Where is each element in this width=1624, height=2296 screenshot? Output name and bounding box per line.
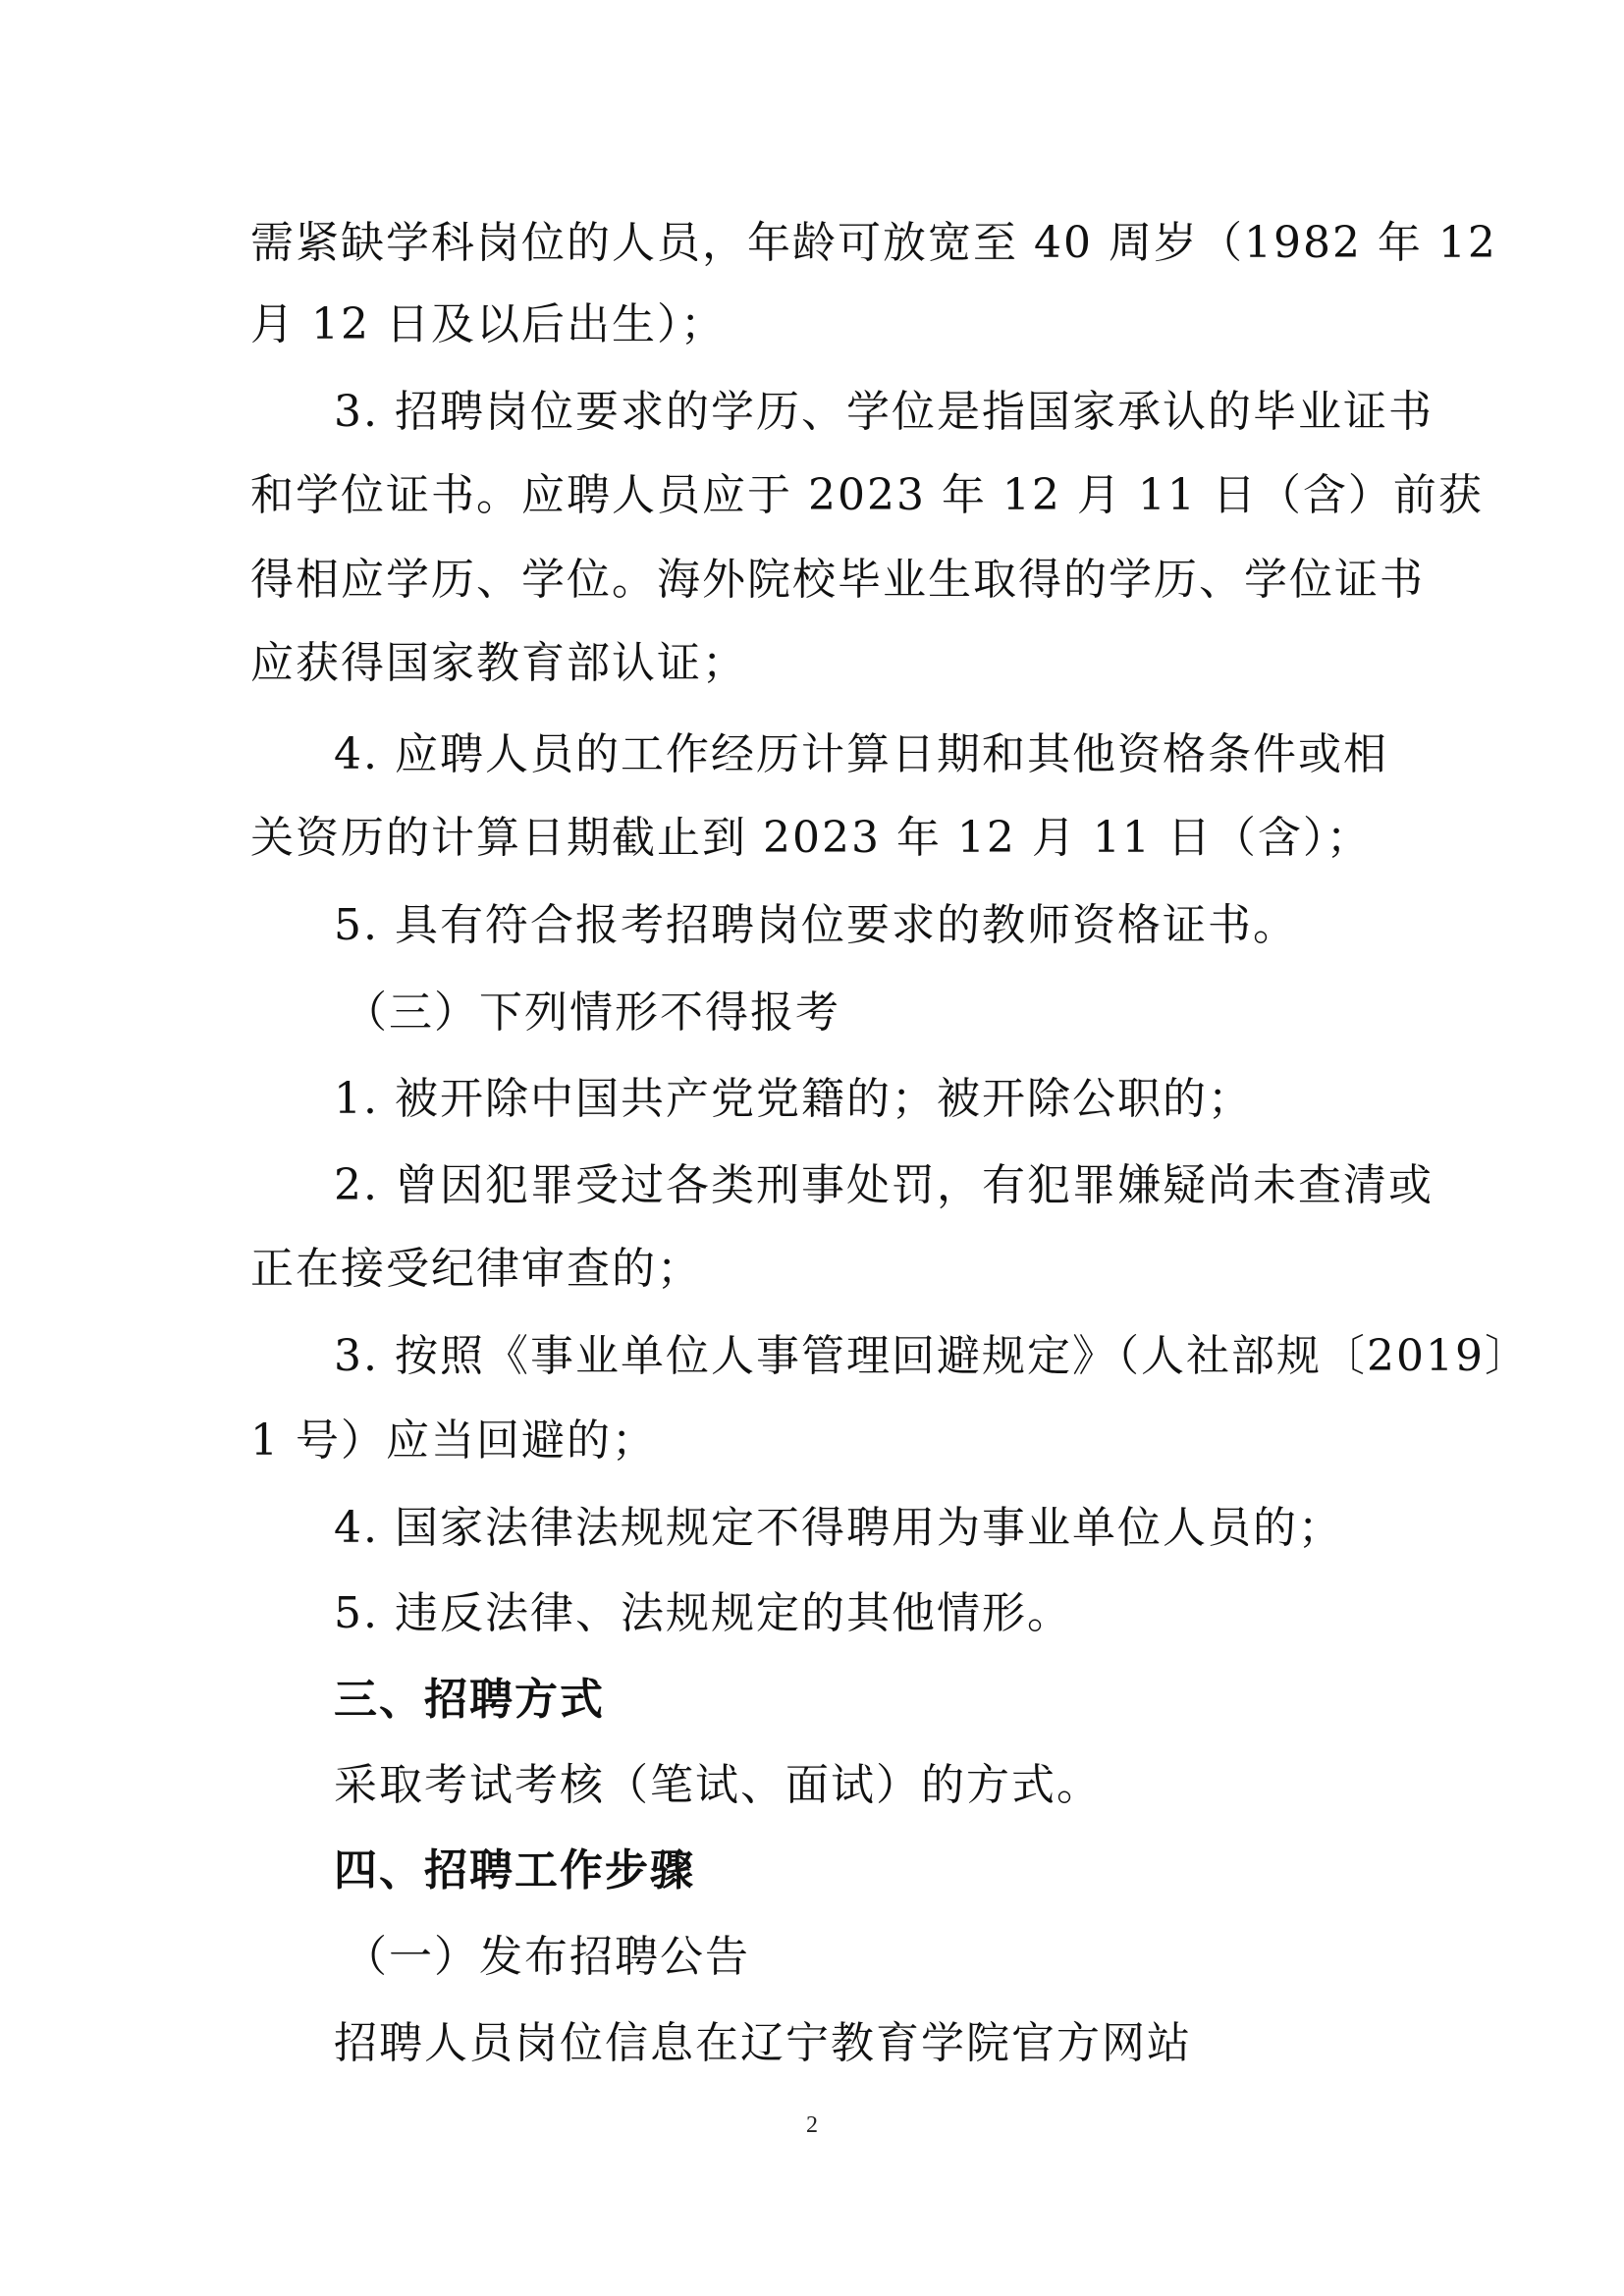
body-text-line: 正在接受纪律审查的； — [250, 1244, 702, 1294]
body-text-line: 招聘人员岗位信息在辽宁教育学院官方网站 — [334, 2018, 1192, 2068]
section-heading: 三、招聘方式 — [334, 1675, 605, 1725]
body-text-line: 1. 被开除中国共产党党籍的；被开除公职的； — [334, 1074, 1253, 1124]
page-number: 2 — [806, 2112, 818, 2138]
section-heading: 四、招聘工作步骤 — [334, 1845, 695, 1896]
body-text-line: 采取考试考核（笔试、面试）的方式。 — [334, 1760, 1102, 1810]
body-text-line: 4. 应聘人员的工作经历计算日期和其他资格条件或相 — [334, 729, 1388, 779]
subsection-heading: （三）下列情形不得报考 — [344, 988, 840, 1038]
body-text-line: 和学位证书。应聘人员应于 2023 年 12 月 11 日（含）前获 — [250, 470, 1484, 520]
body-text-line: 应获得国家教育部认证； — [250, 638, 747, 688]
body-text-line: 月 12 日及以后出生）； — [250, 299, 726, 349]
body-text-line: 需紧缺学科岗位的人员，年龄可放宽至 40 周岁（1982 年 12 — [250, 218, 1497, 268]
body-text-line: 2. 曾因犯罪受过各类刑事处罚，有犯罪嫌疑尚未查清或 — [334, 1160, 1434, 1210]
body-text-line: 5. 具有符合报考招聘岗位要求的教师资格证书。 — [334, 900, 1298, 950]
body-text-line: 1 号）应当回避的； — [250, 1415, 657, 1466]
body-text-line: 3. 招聘岗位要求的学历、学位是指国家承认的毕业证书 — [334, 387, 1434, 437]
body-text-line: 关资历的计算日期截止到 2023 年 12 月 11 日（含）； — [250, 813, 1372, 863]
body-text-line: 4. 国家法律法规规定不得聘用为事业单位人员的； — [334, 1503, 1343, 1553]
subsection-heading: （一）发布招聘公告 — [344, 1932, 750, 1982]
body-text-line: 得相应学历、学位。海外院校毕业生取得的学历、学位证书 — [250, 555, 1425, 605]
body-text-line: 5. 违反法律、法规规定的其他情形。 — [334, 1588, 1072, 1638]
body-text-line: 3. 按照《事业单位人事管理回避规定》（人社部规〔2019〕 — [334, 1331, 1530, 1381]
